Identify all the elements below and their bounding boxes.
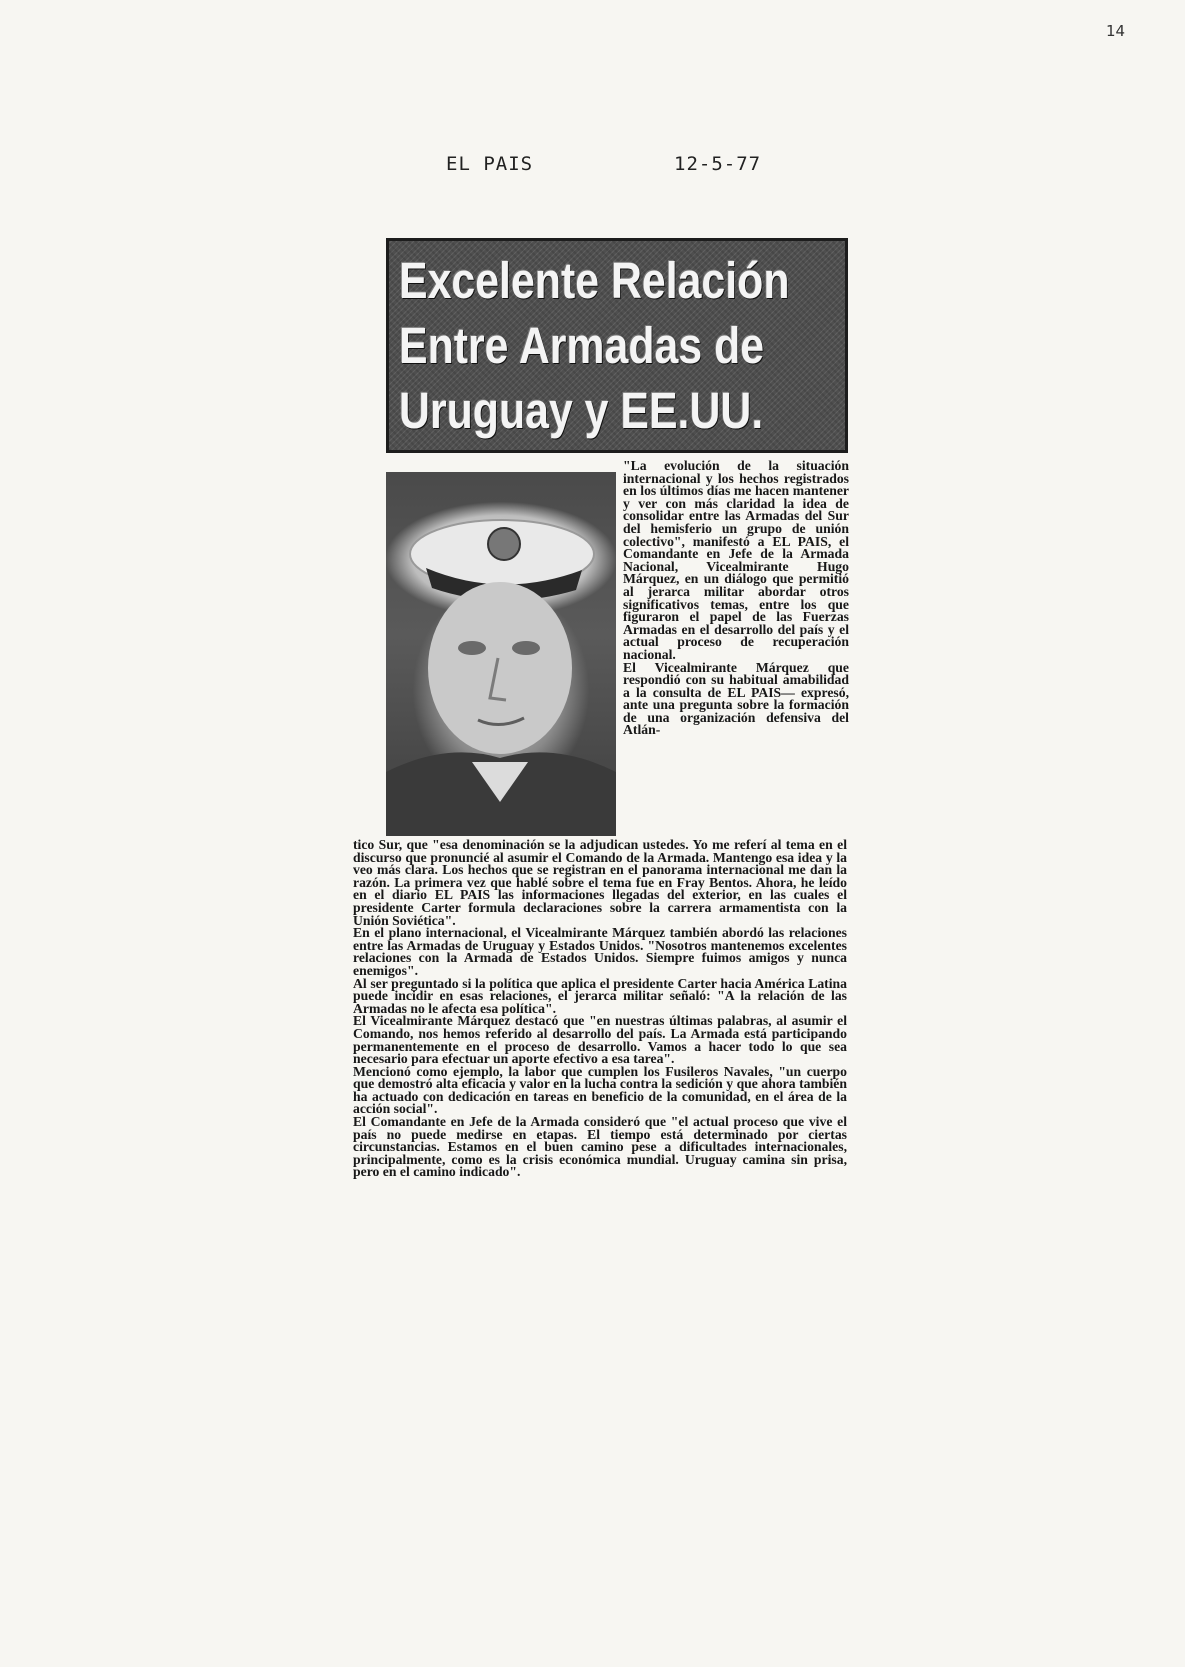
- headline-line: Uruguay y EE.UU.: [399, 382, 764, 439]
- headline-box: [386, 238, 848, 453]
- article-column-full: tico Sur, que "esa denominación se la adjudican ustedes. Yo me referí al tema en el discurso que pronuncié al asumir el Comando de la Armada. Mantengo esa idea y la veo más clara. Los hechos que se registran en el panorama internacional me dan la razón. La primera vez que hablé sobre el tema fue en Fray Bentos. Ahora, he leído en el diario EL PAIS las informaciones llegadas del exterior, en las cuales el presidente Carter formula declaraciones sobre la carrera armamentista con la Unión Soviética". En el plano internacional, el Vicealmirante Márquez también abordó las relaciones entre las Armadas de Uruguay y Estados Unidos. "Nosotros mantenemos excelentes relaciones con la Armada de Estados Unidos. Siempre fuimos amigos y nunca enemigos". Al ser preguntado si la política que aplica el presidente Carter hacia América Latina puede incidir en esas relaciones, el jerarca militar señaló: "A la relación de las Armadas no le afecta esa política". El Vicealmirante Márquez destacó que "en nuestras últimas palabras, al asumir el Comando, nos hemos referido al desarrollo del país. La Armada está participando permanentemente en el proceso de desarrollo. Vamos a hacer todo lo que sea necesario para efectuar un aporte efectivo a esa tarea". Mencionó como ejemplo, la labor que cumplen los Fusileros Navales, "un cuerpo que demostró alta eficacia y valor en la lucha contra la sedición y que ahora también ha actuado con dedicación en tareas en beneficio de la comunidad, en el área de la acción social". El Comandante en Jefe de la Armada consideró que "el actual proceso que vive el país no puede medirse en etapas. El tiempo está determinado por ciertas circunstancias. Estamos en el buen camino pese a dificultades internacionales, principalmente, como es la crisis económica mundial. Uruguay camina sin prisa, pero en el camino indicado".: [353, 837, 847, 1180]
- headline-line: Entre Armadas de: [399, 317, 765, 374]
- article-column-right: "La evolución de la situación internacional y los hechos registrados en los últimos días me hacen mantener y ver con más claridad la idea de consolidar entre las Armadas del Sur del hemisferio un grupo de unión colectivo", manifestó a EL PAIS, el Comandante en Jefe de la Armada Nacional, Vicealmirante Hugo Márquez, en un diálogo que permitió al jerarca militar abordar otros significativos temas, entre los que figuraron el papel de las Fuerzas Armadas en el desarrollo del país y el actual proceso de recuperación nacional. El Vicealmirante Márquez que respondió con su habitual amabilidad a la consulta de EL PAIS— expresó, ante una pregunta sobre la formación de una organización defensiva del Atlán-: [623, 458, 849, 738]
- page-number: 14: [1106, 22, 1126, 40]
- newspaper-source: EL PAIS: [446, 153, 534, 175]
- portrait-officer-icon: [386, 472, 616, 836]
- clipping-date: 12-5-77: [674, 153, 762, 175]
- headline-line: Excelente Relación: [399, 252, 790, 309]
- newspaper-clipping: [353, 238, 851, 1323]
